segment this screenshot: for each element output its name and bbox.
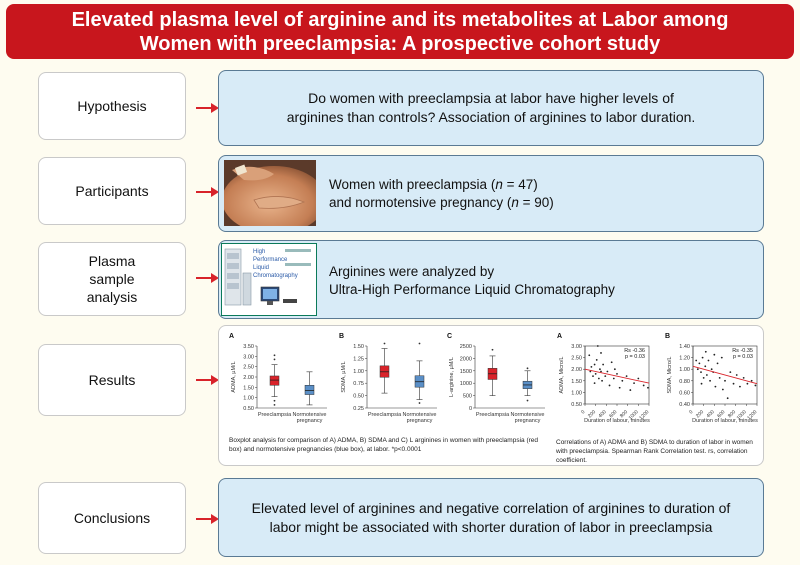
plasma-text-line-1: Arginines were analyzed by: [329, 264, 495, 279]
chart-3-point: [637, 378, 639, 380]
hplc-instrument-illustration: [221, 243, 317, 316]
participants-line-2: and normotensive pregnancy (n = 90): [329, 195, 554, 210]
title-line-2: Women with preeclampsia: A prospective cohort study: [139, 32, 661, 55]
chart-3-point: [596, 359, 598, 361]
chart-1-y-tick-label: 1.25: [353, 356, 364, 363]
chart-3-y-tick-label: 2.50: [571, 355, 582, 362]
chart-4-point: [729, 371, 731, 373]
chart-4-y-tick-label: 0.60: [679, 390, 690, 397]
chart-2-y-tick-label: 1000: [459, 381, 472, 388]
chart-4-point: [704, 365, 706, 367]
chart-4-point: [733, 383, 735, 385]
chart-4-point: [701, 383, 703, 385]
hypothesis-text-line-1: Do women with preeclampsia at labor have higher levels of: [308, 90, 674, 106]
title-line-1: Elevated plasma level of arginine and its metabolites at Labor among: [71, 8, 729, 31]
chart-4-point: [697, 368, 699, 370]
chart-4-x-tick-label: 0: [688, 409, 695, 416]
chart-1-outlier: [384, 343, 386, 345]
chart-4-y-tick-label: 0.80: [679, 378, 690, 385]
chart-4-point: [743, 377, 745, 379]
results-box: [218, 325, 764, 466]
chart-4-point: [747, 383, 749, 385]
chart-4-point: [700, 371, 702, 373]
chart-0-y-tick-label: 2.00: [243, 375, 254, 381]
hypothesis-label-text: Hypothesis: [77, 98, 147, 114]
chart-4-point: [699, 363, 701, 365]
hypothesis-label: [38, 72, 186, 140]
chart-3-y-label: ADMA, Micro/L: [559, 356, 565, 394]
chart-3-x-tick-label: 800: [618, 409, 630, 420]
chart-3-point: [602, 364, 604, 366]
chart-0-y-tick-label: 1.00: [243, 395, 254, 402]
chart-4-point: [705, 351, 707, 353]
plasma-text-line-2: Ultra-High Performance Liquid Chromatography: [329, 282, 615, 297]
chart-3-point: [598, 378, 600, 380]
chart-3-point: [621, 380, 623, 382]
chart-3-x-label: Duration of labour, minutes: [584, 418, 650, 424]
plasma-label-line-3: analysis: [86, 289, 138, 305]
results-label-text: Results: [88, 372, 136, 388]
chart-3-point: [619, 387, 621, 389]
chart-1-category-label: Preeclampsia: [367, 412, 402, 418]
chart-0-y-tick-label: 0.50: [243, 406, 254, 412]
chart-4-point: [717, 363, 719, 365]
chart-1-y-tick-label: 1.50: [353, 344, 364, 350]
chart-0-box-0: [270, 376, 279, 385]
plasma-label-line-2: sample: [89, 271, 135, 287]
chart-3-point: [599, 368, 601, 370]
chart-4-point: [751, 380, 753, 382]
chart-3-point: [594, 364, 596, 366]
chart-4-rs-label: Rs -0.35: [732, 348, 753, 354]
chart-3-point: [626, 375, 628, 377]
chart-3-x-tick-label: 0: [580, 409, 587, 416]
chart-3-y-tick-label: 1.50: [571, 378, 582, 385]
chart-4-point: [703, 377, 705, 379]
chart-4-point: [713, 354, 715, 356]
chart-2-outlier: [527, 367, 529, 369]
conclusions-label: [38, 482, 186, 554]
chart-4-x-tick-label: 800: [726, 409, 738, 420]
participants-label-text: Participants: [75, 183, 149, 199]
chart-4-y-tick-label: 1.20: [679, 355, 690, 362]
chart-3-point: [594, 382, 596, 384]
chart-4-p-label: p = 0.03: [732, 354, 753, 360]
chart-4-y-label: SDMA, Micro/L: [667, 356, 673, 394]
chart-2-y-tick-label: 500: [462, 393, 472, 400]
chart-0-y-tick-label: 3.00: [243, 354, 254, 361]
chart-0-outlier: [274, 404, 276, 406]
chart-4-x-tick-label: 400: [705, 409, 716, 420]
chart-2-y-tick-label: 0: [468, 406, 472, 412]
plasma-arrow-icon: [196, 277, 212, 279]
poster-title: [6, 4, 794, 59]
chart-3-trend-line: [585, 369, 649, 383]
chart-4-x-tick-label: 600: [716, 409, 727, 420]
chart-3-point: [647, 387, 649, 389]
chart-2-outlier: [492, 349, 494, 351]
chart-3-point: [633, 382, 635, 384]
chart-2-category-label: pregnancy: [514, 418, 541, 424]
chart-4-point: [727, 397, 729, 399]
conclusions-arrow-icon: [196, 518, 212, 520]
chart-2-category-label: Preeclampsia: [475, 412, 510, 418]
chart-1-outlier: [419, 343, 421, 345]
hplc-word-4: Chromatography: [253, 273, 298, 279]
chart-3-point: [604, 375, 606, 377]
chart-0-panel-letter: A: [229, 333, 235, 340]
chart-4-y-tick-label: 0.40: [679, 402, 690, 408]
chart-4-x-tick-label: 200: [694, 409, 706, 420]
chart-3-x-tick-label: 400: [597, 409, 608, 420]
chart-4-x-tick-label: 1000: [735, 409, 748, 422]
participants-arrow-icon: [196, 191, 212, 193]
hypothesis-box: [218, 70, 764, 146]
hplc-word-3: Liquid: [253, 265, 270, 271]
pregnant-belly-photo: [224, 160, 316, 226]
chart-3-y-tick-label: 1.00: [571, 390, 582, 397]
hypothesis-text-line-2: arginines than controls? Association of arginines to labor duration.: [286, 109, 696, 125]
hplc-word-1: High: [253, 249, 266, 255]
chart-3-x-tick-label: 1000: [627, 409, 640, 422]
results-label: [38, 344, 186, 416]
conclusions-text-line-1: Elevated level of arginines and negative correlation of arginines to duration of: [251, 499, 731, 516]
chart-1-outlier: [419, 402, 421, 404]
chart-2-y-tick-label: 1500: [459, 368, 472, 375]
chart-4-y-tick-label: 1.40: [679, 344, 690, 350]
chart-0-y-label: ADMA, µM/L: [231, 361, 237, 393]
chart-2-outlier: [527, 400, 529, 402]
chart-3-point: [614, 368, 616, 370]
chart-4-point: [708, 360, 710, 362]
chart-2-panel-letter: C: [447, 333, 453, 340]
chart-3-x-tick-label: 600: [608, 409, 619, 420]
chart-2-y-label: L-arginine, µM/L: [449, 357, 455, 397]
participants-box: [218, 155, 764, 232]
chart-0-category-label: Preeclampsia: [257, 412, 292, 418]
conclusions-box: [218, 478, 764, 557]
chart-3-point: [611, 361, 613, 363]
chart-0-y-tick-label: 1.50: [243, 385, 254, 392]
chart-2-y-tick-label: 2500: [459, 344, 472, 350]
chart-4-point: [724, 380, 726, 382]
chart-4-point: [736, 374, 738, 376]
chart-3-y-tick-label: 3.00: [571, 344, 582, 350]
chart-0-y-tick-label: 3.50: [243, 344, 254, 350]
hplc-word-2: Performance: [253, 257, 288, 263]
chart-3-point: [613, 378, 615, 380]
chart-4-point: [739, 386, 741, 388]
hypothesis-arrow-icon: [196, 107, 212, 109]
chart-3-point: [595, 373, 597, 375]
chart-4-point: [722, 389, 724, 391]
participants-line-1: Women with preeclampsia (n = 47): [329, 177, 538, 192]
chart-1-y-tick-label: 0.75: [353, 381, 364, 388]
plasma-box: [218, 240, 764, 319]
chart-3-point: [592, 375, 594, 377]
chart-4-panel-letter: B: [665, 333, 671, 340]
chart-4-point: [711, 368, 713, 370]
chart-4-x-tick-label: 1200: [746, 409, 759, 422]
chart-3-point: [607, 371, 609, 373]
chart-1-y-label: SDMA, µM/L: [341, 361, 347, 393]
conclusions-text-line-2: labor might be associated with shorter duration of labor in preeclampsia: [269, 518, 713, 535]
plasma-label: [38, 242, 186, 316]
chart-3-point: [597, 345, 599, 347]
chart-2-category-label: Normotensive: [510, 412, 545, 418]
chart-4-y-tick-label: 1.00: [679, 367, 690, 374]
chart-3-point: [609, 385, 611, 387]
chart-3-y-tick-label: 0.50: [571, 402, 582, 408]
chart-1-y-tick-label: 0.50: [353, 393, 364, 400]
plasma-label-line-1: Plasma: [88, 253, 136, 269]
chart-4-x-label: Duration of labour, minutes: [692, 418, 758, 424]
chart-3-point: [600, 352, 602, 354]
chart-0-box-1: [305, 385, 314, 394]
chart-3-p-label: p = 0.03: [624, 354, 645, 360]
chart-3-y-tick-label: 2.00: [571, 367, 582, 374]
chart-4-point: [721, 357, 723, 359]
boxplot-caption: Boxplot analysis for comparison of A) ADMA, B) SDMA and C) L arginines in women with preeclampsia (red box) and normotensive pregnancies (blue box), at labor. *p<0.0001: [229, 437, 539, 453]
chart-3-point: [629, 389, 631, 391]
chart-4-point: [715, 386, 717, 388]
chart-1-y-tick-label: 0.25: [353, 406, 364, 412]
chart-2-y-tick-label: 2000: [459, 356, 472, 363]
chart-4-point: [709, 380, 711, 382]
chart-4-point: [706, 374, 708, 376]
chart-3-x-tick-label: 200: [586, 409, 598, 420]
participants-label: [38, 157, 186, 225]
chart-3-point: [643, 385, 645, 387]
chart-3-panel-letter: A: [557, 333, 563, 340]
chart-3-point: [601, 380, 603, 382]
correlation-caption: Correlations of A) ADMA and B) SDMA to duration of labor in women with preeclampsia. Spearman Rank Correlation test. rs, correlation coefficient.: [556, 439, 753, 464]
chart-3-point: [591, 366, 593, 368]
chart-0-outlier: [274, 400, 276, 402]
chart-4-point: [755, 385, 757, 387]
chart-4-point: [719, 377, 721, 379]
chart-3-rs-label: Rs -0.36: [624, 348, 645, 354]
chart-1-category-label: pregnancy: [406, 418, 433, 424]
chart-0-outlier: [274, 359, 276, 361]
chart-3-point: [588, 354, 590, 356]
results-arrow-icon: [196, 379, 212, 381]
chart-3-point: [616, 373, 618, 375]
chart-4-point: [702, 357, 704, 359]
chart-0-category-label: pregnancy: [296, 418, 323, 424]
chart-0-category-label: Normotensive: [292, 412, 327, 418]
chart-3-x-tick-label: 1200: [638, 409, 651, 422]
chart-4-point: [695, 360, 697, 362]
chart-0-y-tick-label: 2.50: [243, 364, 254, 371]
chart-1-category-label: Normotensive: [402, 412, 437, 418]
conclusions-label-text: Conclusions: [73, 510, 151, 526]
chart-1-panel-letter: B: [339, 333, 345, 340]
chart-1-y-tick-label: 1.00: [353, 368, 364, 375]
chart-0-outlier: [274, 354, 276, 356]
